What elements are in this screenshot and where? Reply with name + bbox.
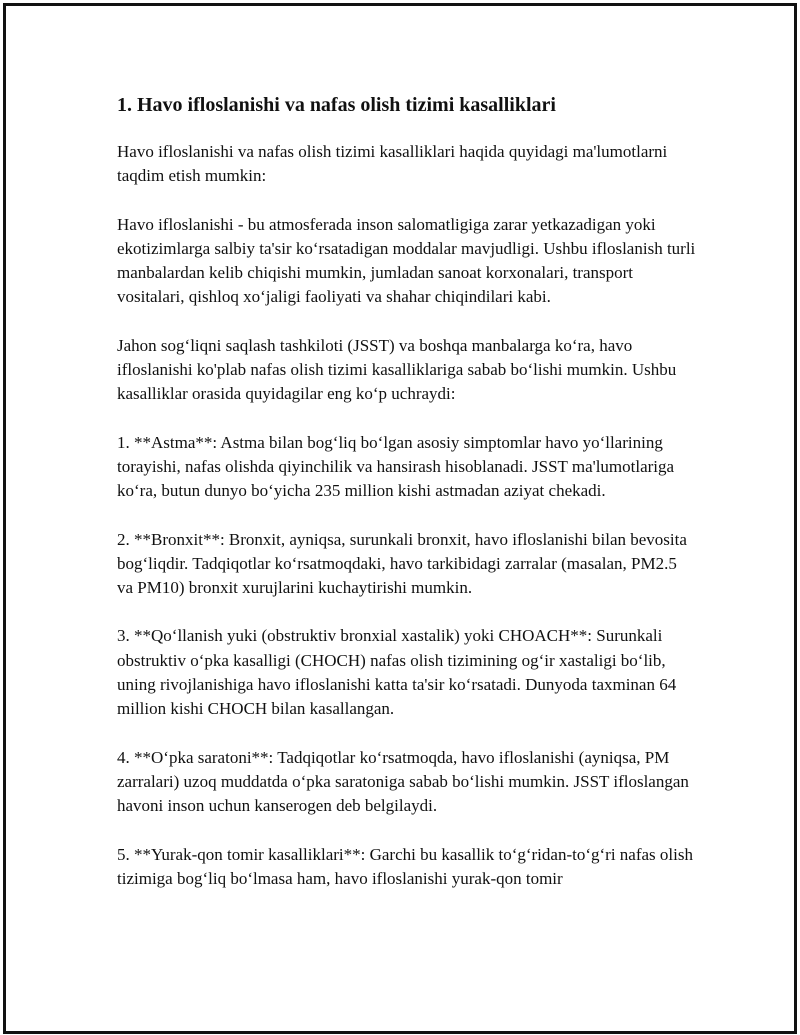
- intro-paragraph: Havo ifloslanishi va nafas olish tizimi kasalliklari haqida quyidagi ma'lumotlarni taqdim etish mumkin:: [117, 142, 668, 186]
- document-body: [117, 92, 697, 915]
- list-item-lung-cancer: 4. **O‘pka saratoni**: Tadqiqotlar ko‘rsatmoqda, havo ifloslanishi (ayniqsa, PM zarralari) uzoq muddatda o‘pka saratoniga sabab bo‘lishi mumkin. JSST ifloslangan havoni inson uchun kanserogen deb belgilaydi.: [117, 747, 689, 816]
- list-item-bronchitis: 2. **Bronxit**: Bronxit, ayniqsa, surunkali bronxit, havo ifloslanishi bilan bevosita bog‘liqdir. Tadqiqotlar ko‘rsatmoqdaki, havo tarkibidagi zarralar (masalan, PM2.5 va PM10) bronxit xurujlarini kuchaytirishi mumkin.: [117, 529, 687, 598]
- list-item-asthma: 1. **Astma**: Astma bilan bog‘liq bo‘lgan asosiy simptomlar havo yo‘llarining torayishi, nafas olishda qiyinchilik va hansirash hisoblanadi. JSST ma'lumotlariga ko‘ra, butun dunyo bo‘yicha 235 million kishi astmadan aziyat chekadi.: [117, 432, 675, 501]
- list-item-cardiovascular: 5. **Yurak-qon tomir kasalliklari**: Garchi bu kasallik to‘g‘ridan-to‘g‘ri nafas olish tizimiga bog‘liq bo‘lmasa ham, havo ifloslanishi yurak-qon tomir: [117, 844, 693, 888]
- list-item-copd: 3. **Qo‘llanish yuki (obstruktiv bronxial xastalik) yoki CHOACH**: Surunkali obstruktiv o‘pka kasalligi (CHOCH) nafas olish tizimining og‘ir xastaligi bo‘lib, uning rivojlanishiga havo ifloslanishi katta ta'sir ko‘rsatadi. Dunyoda taxminan 64 million kishi CHOCH bilan kasallangan.: [117, 626, 677, 719]
- who-paragraph: Jahon sog‘liqni saqlash tashkiloti (JSST) va boshqa manbalarga ko‘ra, havo ifloslanishi ko'plab nafas olish tizimi kasalliklariga sabab bo‘lishi mumkin. Ushbu kasalliklar orasida quyidagilar eng ko‘p uchraydi:: [117, 335, 677, 404]
- definition-paragraph: Havo ifloslanishi - bu atmosferada inson salomatligiga zarar yetkazadigan yoki ekotizimlarga salbiy ta'sir ko‘rsatadigan moddalar mavjudligi. Ushbu ifloslanish turli manbalardan kelib chiqishi mumkin, jumladan sanoat korxonalari, transport vositalari, qishloq xo‘jaligi faoliyati va shahar chiqindilari kabi.: [117, 214, 696, 307]
- document-title: 1. Havo ifloslanishi va nafas olish tizimi kasalliklari: [117, 94, 556, 116]
